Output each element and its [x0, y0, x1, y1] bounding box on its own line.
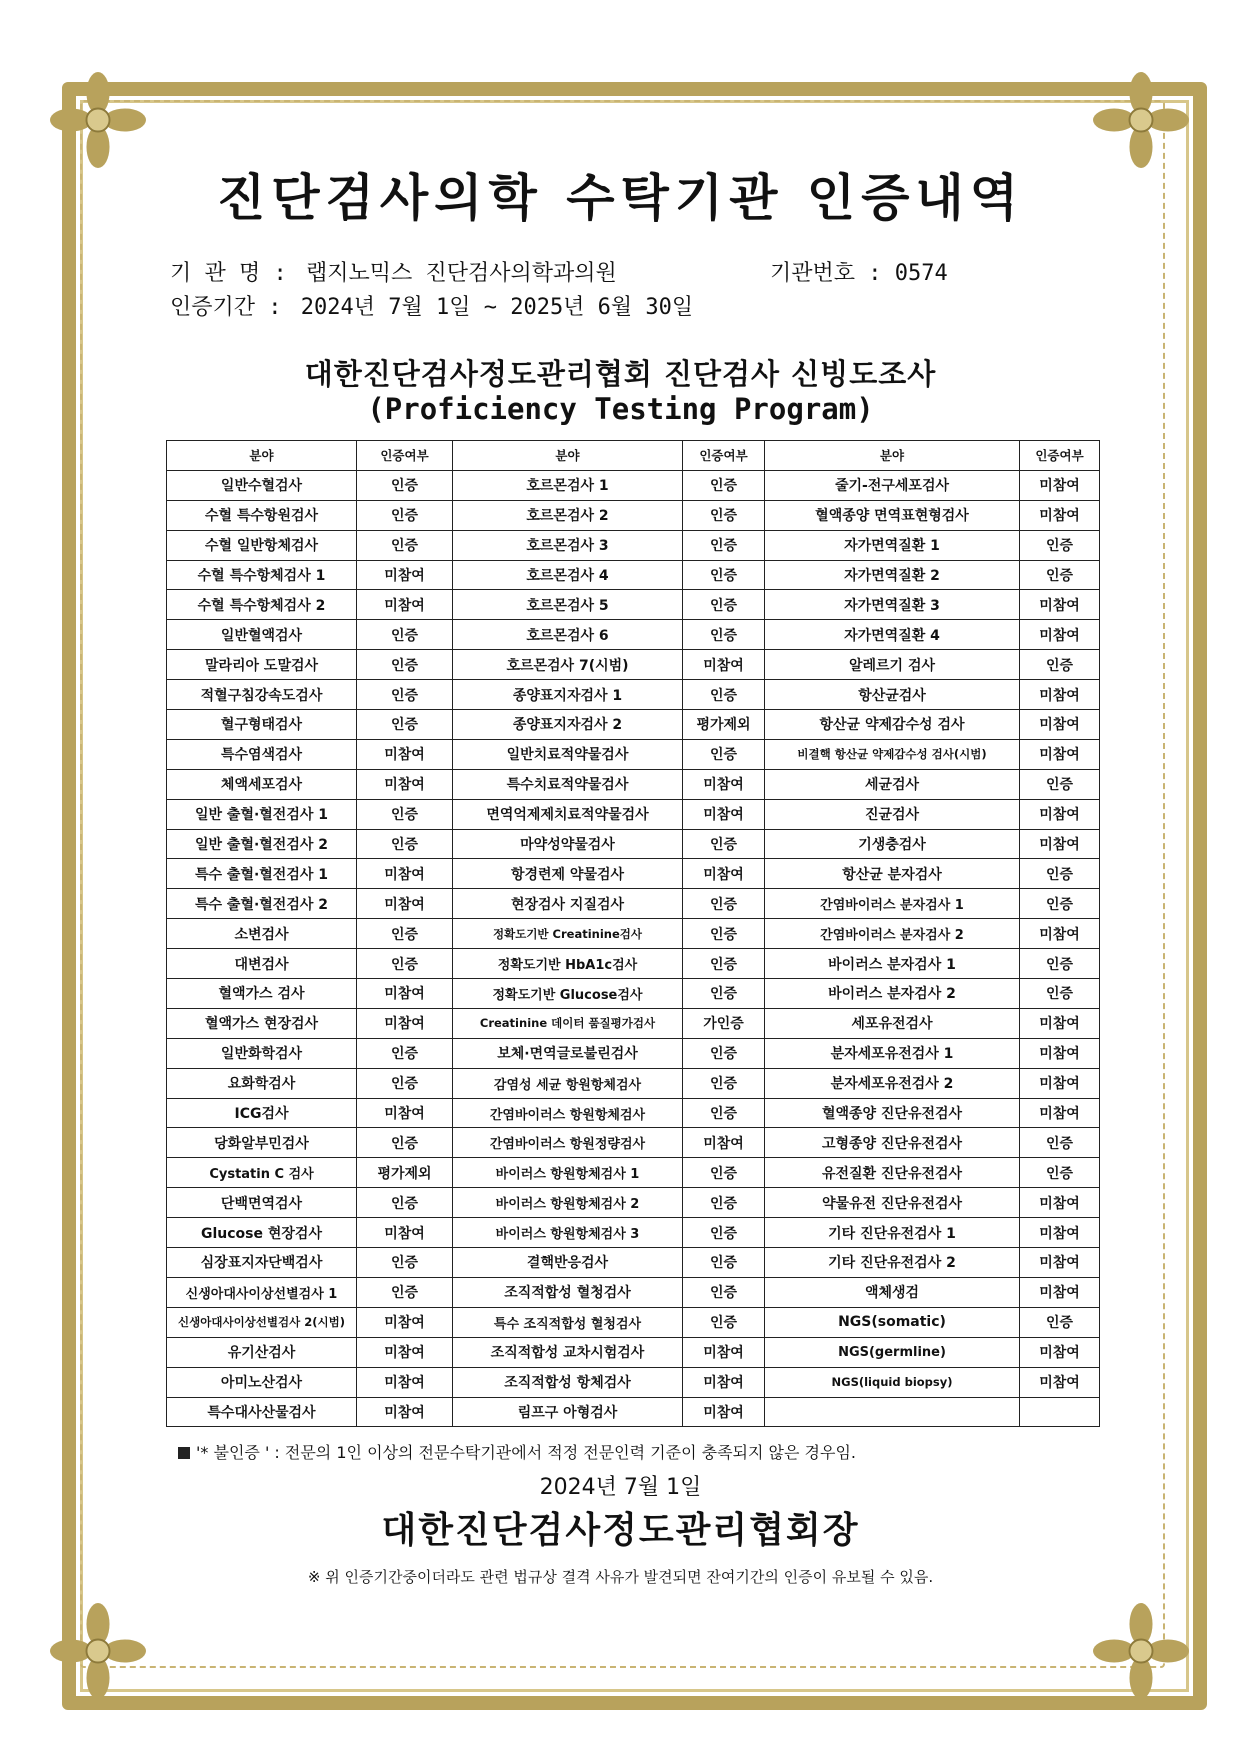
field-cell: 대변검사: [167, 949, 357, 979]
status-cell: 미참여: [357, 739, 453, 769]
status-cell: 가인증: [683, 1008, 765, 1038]
status-cell: 인증: [357, 799, 453, 829]
field-cell: 심장표지자단백검사: [167, 1248, 357, 1278]
corner-flower-icon: [1093, 1603, 1189, 1699]
field-cell: 약물유전 진단유전검사: [765, 1188, 1020, 1218]
certification-period-row: [170, 290, 693, 321]
table-row: [167, 1277, 1100, 1307]
table-row: [167, 1188, 1100, 1218]
field-cell: 결핵반응검사: [453, 1248, 683, 1278]
status-cell: 인증: [357, 530, 453, 560]
status-cell: 미참여: [683, 650, 765, 680]
status-cell: 미참여: [1020, 1367, 1100, 1397]
status-cell: 미참여: [1020, 1337, 1100, 1367]
table-row: [167, 1367, 1100, 1397]
field-cell: 조직적합성 항체검사: [453, 1367, 683, 1397]
status-cell: [1020, 1397, 1100, 1427]
status-cell: 인증: [683, 680, 765, 710]
field-cell: 감염성 세균 항원항체검사: [453, 1068, 683, 1098]
status-cell: 인증: [357, 470, 453, 500]
field-cell: 수혈 일반항체검사: [167, 530, 357, 560]
field-cell: 분자세포유전검사 2: [765, 1068, 1020, 1098]
status-cell: 인증: [1020, 859, 1100, 889]
status-cell: 인증: [683, 500, 765, 530]
field-cell: 비결핵 항산균 약제감수성 검사(시범): [765, 739, 1020, 769]
field-cell: 항산균 분자검사: [765, 859, 1020, 889]
field-cell: 조직적합성 교차시험검사: [453, 1337, 683, 1367]
status-cell: 미참여: [683, 799, 765, 829]
field-cell: 세포유전검사: [765, 1008, 1020, 1038]
status-cell: 인증: [357, 1038, 453, 1068]
status-cell: 미참여: [683, 1397, 765, 1427]
status-cell: 인증: [357, 1277, 453, 1307]
field-cell: 항산균검사: [765, 680, 1020, 710]
status-cell: 평가제외: [357, 1158, 453, 1188]
status-cell: 인증: [357, 500, 453, 530]
page-title: 진단검사의학 수탁기관 인증내역: [216, 168, 1024, 227]
field-cell: 항경련제 약물검사: [453, 859, 683, 889]
column-header-field: 분야: [453, 441, 683, 471]
column-header-status: 인증여부: [683, 441, 765, 471]
field-cell: 항산균 약제감수성 검사: [765, 710, 1020, 740]
status-cell: 인증: [683, 1307, 765, 1337]
field-cell: 자가면역질환 1: [765, 530, 1020, 560]
footnote: [178, 1440, 1098, 1463]
status-cell: 미참여: [1020, 1038, 1100, 1068]
status-cell: 인증: [683, 590, 765, 620]
table-row: [167, 1128, 1100, 1158]
field-cell: 일반화학검사: [167, 1038, 357, 1068]
table-row: [167, 859, 1100, 889]
field-cell: 기타 진단유전검사 2: [765, 1248, 1020, 1278]
status-cell: 인증: [1020, 650, 1100, 680]
status-cell: 인증: [357, 829, 453, 859]
status-cell: 인증: [683, 1188, 765, 1218]
certification-period: 2024년 7월 1일 ~ 2025년 6월 30일: [300, 295, 694, 320]
field-cell: 분자세포유전검사 1: [765, 1038, 1020, 1068]
table-row: [167, 919, 1100, 949]
field-cell: 고형종양 진단유전검사: [765, 1128, 1020, 1158]
field-cell: 마약성약물검사: [453, 829, 683, 859]
status-cell: 미참여: [1020, 799, 1100, 829]
table-row: [167, 1068, 1100, 1098]
field-cell: NGS(somatic): [765, 1307, 1020, 1337]
institution-name-row: [170, 256, 617, 287]
field-cell: 체액세포검사: [167, 769, 357, 799]
institution-name-label: 기 관 명 :: [170, 261, 287, 286]
status-cell: 미참여: [1020, 1188, 1100, 1218]
institution-number-label: 기관번호 :: [770, 261, 882, 286]
field-cell: 수혈 특수항원검사: [167, 500, 357, 530]
status-cell: 미참여: [357, 1008, 453, 1038]
status-cell: 미참여: [357, 1307, 453, 1337]
field-cell: 림프구 아형검사: [453, 1397, 683, 1427]
field-cell: 일반수혈검사: [167, 470, 357, 500]
status-cell: 인증: [1020, 1128, 1100, 1158]
table-row: [167, 1248, 1100, 1278]
status-cell: 평가제외: [683, 710, 765, 740]
table-row: [167, 500, 1100, 530]
field-cell: 유기산검사: [167, 1337, 357, 1367]
field-cell: Cystatin C 검사: [167, 1158, 357, 1188]
status-cell: 인증: [683, 889, 765, 919]
field-cell: 자가면역질환 2: [765, 560, 1020, 590]
field-cell: NGS(liquid biopsy): [765, 1367, 1020, 1397]
field-cell: 면역억제제치료적약물검사: [453, 799, 683, 829]
column-header-status: 인증여부: [357, 441, 453, 471]
field-cell: 호르몬검사 3: [453, 530, 683, 560]
status-cell: 인증: [683, 1218, 765, 1248]
signer-name: 대한진단검사정도관리협회장: [381, 1509, 860, 1551]
field-cell: 자가면역질환 4: [765, 620, 1020, 650]
table-row: [167, 1337, 1100, 1367]
field-cell: 호르몬검사 2: [453, 500, 683, 530]
status-cell: 인증: [1020, 979, 1100, 1009]
status-cell: 인증: [1020, 530, 1100, 560]
status-cell: 인증: [357, 949, 453, 979]
corner-flower-icon: [50, 72, 146, 168]
field-cell: 종양표지자검사 2: [453, 710, 683, 740]
field-cell: 현장검사 지질검사: [453, 889, 683, 919]
status-cell: 미참여: [1020, 680, 1100, 710]
status-cell: 미참여: [357, 1218, 453, 1248]
status-cell: 미참여: [1020, 1218, 1100, 1248]
field-cell: 호르몬검사 6: [453, 620, 683, 650]
status-cell: 인증: [357, 710, 453, 740]
column-header-field: 분야: [167, 441, 357, 471]
table-row: [167, 949, 1100, 979]
status-cell: 미참여: [357, 769, 453, 799]
status-cell: 인증: [683, 919, 765, 949]
status-cell: 인증: [683, 1068, 765, 1098]
field-cell: 바이러스 항원항체검사 1: [453, 1158, 683, 1188]
field-cell: 특수치료적약물검사: [453, 769, 683, 799]
field-cell: NGS(germline): [765, 1337, 1020, 1367]
field-cell: 정확도기반 Glucose검사: [453, 979, 683, 1009]
table-row: [167, 470, 1100, 500]
field-cell: 조직적합성 혈청검사: [453, 1277, 683, 1307]
certification-table: [166, 440, 1100, 1427]
field-cell: 간염바이러스 항원항체검사: [453, 1098, 683, 1128]
status-cell: 미참여: [357, 1337, 453, 1367]
status-cell: 인증: [683, 470, 765, 500]
status-cell: 미참여: [1020, 1098, 1100, 1128]
field-cell: 진균검사: [765, 799, 1020, 829]
status-cell: 미참여: [1020, 500, 1100, 530]
field-cell: 혈액종양 진단유전검사: [765, 1098, 1020, 1128]
status-cell: 미참여: [1020, 620, 1100, 650]
field-cell: 기타 진단유전검사 1: [765, 1218, 1020, 1248]
field-cell: 바이러스 분자검사 2: [765, 979, 1020, 1009]
field-cell: [765, 1397, 1020, 1427]
field-cell: 일반 출혈·혈전검사 2: [167, 829, 357, 859]
status-cell: 인증: [683, 1098, 765, 1128]
status-cell: 인증: [357, 620, 453, 650]
table-body: [167, 470, 1100, 1427]
status-cell: 인증: [357, 1128, 453, 1158]
status-cell: 인증: [1020, 769, 1100, 799]
status-cell: 미참여: [1020, 739, 1100, 769]
field-cell: 알레르기 검사: [765, 650, 1020, 680]
status-cell: 인증: [683, 949, 765, 979]
status-cell: 미참여: [1020, 1008, 1100, 1038]
field-cell: Glucose 현장검사: [167, 1218, 357, 1248]
field-cell: 호르몬검사 7(시범): [453, 650, 683, 680]
status-cell: 미참여: [1020, 470, 1100, 500]
status-cell: 미참여: [683, 769, 765, 799]
status-cell: 미참여: [1020, 829, 1100, 859]
field-cell: 간염바이러스 항원정량검사: [453, 1128, 683, 1158]
status-cell: 미참여: [357, 560, 453, 590]
status-cell: 인증: [1020, 560, 1100, 590]
institution-number-row: [770, 256, 948, 287]
status-cell: 미참여: [683, 1337, 765, 1367]
field-cell: 요화학검사: [167, 1068, 357, 1098]
field-cell: 정확도기반 HbA1c검사: [453, 949, 683, 979]
field-cell: 종양표지자검사 1: [453, 680, 683, 710]
field-cell: 줄기-전구세포검사: [765, 470, 1020, 500]
column-header-field: 분야: [765, 441, 1020, 471]
field-cell: 정확도기반 Creatinine검사: [453, 919, 683, 949]
status-cell: 인증: [683, 530, 765, 560]
field-cell: Creatinine 데이터 품질평가검사: [453, 1008, 683, 1038]
status-cell: 인증: [1020, 889, 1100, 919]
table-header-row: [167, 441, 1100, 471]
field-cell: ICG검사: [167, 1098, 357, 1128]
corner-flower-icon: [1093, 72, 1189, 168]
status-cell: 인증: [683, 620, 765, 650]
status-cell: 인증: [357, 680, 453, 710]
disclaimer-note: ※ 위 인증기간중이더라도 관련 법규상 결격 사유가 발견되면 잔여기간의 인증이 유보될 수 있음.: [307, 1568, 934, 1586]
status-cell: 인증: [683, 1248, 765, 1278]
status-cell: 미참여: [1020, 590, 1100, 620]
status-cell: 미참여: [1020, 919, 1100, 949]
institution-number: 0574: [894, 261, 948, 286]
status-cell: 인증: [357, 919, 453, 949]
column-header-status: 인증여부: [1020, 441, 1100, 471]
program-title: 대한진단검사정도관리협회 진단검사 신빙도조사: [304, 357, 937, 391]
issue-date: 2024년 7월 1일: [539, 1475, 702, 1500]
field-cell: 수혈 특수항체검사 1: [167, 560, 357, 590]
field-cell: 신생아대사이상선별검사 2(시범): [167, 1307, 357, 1337]
field-cell: 간염바이러스 분자검사 2: [765, 919, 1020, 949]
status-cell: 인증: [683, 829, 765, 859]
footnote-text: '* 불인증 ' : 전문의 1인 이상의 전문수탁기관에서 적정 전문인력 기준이 충족되지 않은 경우임.: [196, 1443, 856, 1462]
status-cell: 인증: [357, 1068, 453, 1098]
status-cell: 인증: [1020, 1307, 1100, 1337]
table-row: [167, 620, 1100, 650]
field-cell: 유전질환 진단유전검사: [765, 1158, 1020, 1188]
field-cell: 자가면역질환 3: [765, 590, 1020, 620]
field-cell: 기생충검사: [765, 829, 1020, 859]
status-cell: 인증: [683, 739, 765, 769]
field-cell: 특수 조직적합성 혈청검사: [453, 1307, 683, 1337]
status-cell: 미참여: [357, 979, 453, 1009]
field-cell: 호르몬검사 4: [453, 560, 683, 590]
status-cell: 미참여: [357, 859, 453, 889]
field-cell: 바이러스 항원항체검사 2: [453, 1188, 683, 1218]
table-row: [167, 829, 1100, 859]
field-cell: 특수 출혈·혈전검사 2: [167, 889, 357, 919]
field-cell: 특수대사산물검사: [167, 1397, 357, 1427]
status-cell: 인증: [357, 1188, 453, 1218]
status-cell: 인증: [1020, 1158, 1100, 1188]
status-cell: 미참여: [1020, 1277, 1100, 1307]
table-row: [167, 590, 1100, 620]
table-row: [167, 1397, 1100, 1427]
status-cell: 미참여: [357, 1098, 453, 1128]
field-cell: 말라리아 도말검사: [167, 650, 357, 680]
program-title-english: (Proficiency Testing Program): [367, 392, 874, 426]
status-cell: 인증: [683, 1038, 765, 1068]
status-cell: 미참여: [1020, 710, 1100, 740]
square-bullet-icon: [178, 1447, 190, 1459]
table-row: [167, 650, 1100, 680]
status-cell: 인증: [1020, 949, 1100, 979]
status-cell: 인증: [683, 1277, 765, 1307]
status-cell: 미참여: [683, 1128, 765, 1158]
field-cell: 호르몬검사 5: [453, 590, 683, 620]
status-cell: 인증: [683, 1158, 765, 1188]
table-row: [167, 799, 1100, 829]
status-cell: 미참여: [357, 1397, 453, 1427]
status-cell: 미참여: [357, 590, 453, 620]
field-cell: 신생아대사이상선별검사 1: [167, 1277, 357, 1307]
table-row: [167, 1307, 1100, 1337]
field-cell: 당화알부민검사: [167, 1128, 357, 1158]
field-cell: 아미노산검사: [167, 1367, 357, 1397]
corner-flower-icon: [50, 1603, 146, 1699]
field-cell: 바이러스 분자검사 1: [765, 949, 1020, 979]
field-cell: 일반혈액검사: [167, 620, 357, 650]
field-cell: 수혈 특수항체검사 2: [167, 590, 357, 620]
table-row: [167, 530, 1100, 560]
field-cell: 세균검사: [765, 769, 1020, 799]
table-row: [167, 560, 1100, 590]
status-cell: 미참여: [1020, 1248, 1100, 1278]
status-cell: 미참여: [357, 1367, 453, 1397]
field-cell: 혈액가스 검사: [167, 979, 357, 1009]
table-row: [167, 889, 1100, 919]
status-cell: 인증: [683, 560, 765, 590]
status-cell: 인증: [357, 650, 453, 680]
field-cell: 특수 출혈·혈전검사 1: [167, 859, 357, 889]
field-cell: 혈액가스 현장검사: [167, 1008, 357, 1038]
table-row: [167, 680, 1100, 710]
table-row: [167, 739, 1100, 769]
table-row: [167, 1158, 1100, 1188]
field-cell: 혈액종양 면역표현형검사: [765, 500, 1020, 530]
field-cell: 호르몬검사 1: [453, 470, 683, 500]
status-cell: 미참여: [357, 889, 453, 919]
field-cell: 보체·면역글로불린검사: [453, 1038, 683, 1068]
status-cell: 인증: [357, 1248, 453, 1278]
status-cell: 인증: [683, 979, 765, 1009]
certification-period-label: 인증기간 :: [170, 295, 282, 320]
field-cell: 단백면역검사: [167, 1188, 357, 1218]
field-cell: 혈구형태검사: [167, 710, 357, 740]
field-cell: 바이러스 항원항체검사 3: [453, 1218, 683, 1248]
field-cell: 적혈구침강속도검사: [167, 680, 357, 710]
field-cell: 일반 출혈·혈전검사 1: [167, 799, 357, 829]
institution-name: 랩지노믹스 진단검사의학과의원: [306, 261, 617, 286]
field-cell: 일반치료적약물검사: [453, 739, 683, 769]
status-cell: 미참여: [1020, 1068, 1100, 1098]
field-cell: 특수염색검사: [167, 739, 357, 769]
table-row: [167, 1218, 1100, 1248]
table-row: [167, 710, 1100, 740]
table-row: [167, 1038, 1100, 1068]
status-cell: 미참여: [683, 859, 765, 889]
table-row: [167, 1098, 1100, 1128]
table-row: [167, 979, 1100, 1009]
field-cell: 간염바이러스 분자검사 1: [765, 889, 1020, 919]
status-cell: 미참여: [683, 1367, 765, 1397]
field-cell: 액체생검: [765, 1277, 1020, 1307]
field-cell: 소변검사: [167, 919, 357, 949]
table-row: [167, 1008, 1100, 1038]
table-row: [167, 769, 1100, 799]
